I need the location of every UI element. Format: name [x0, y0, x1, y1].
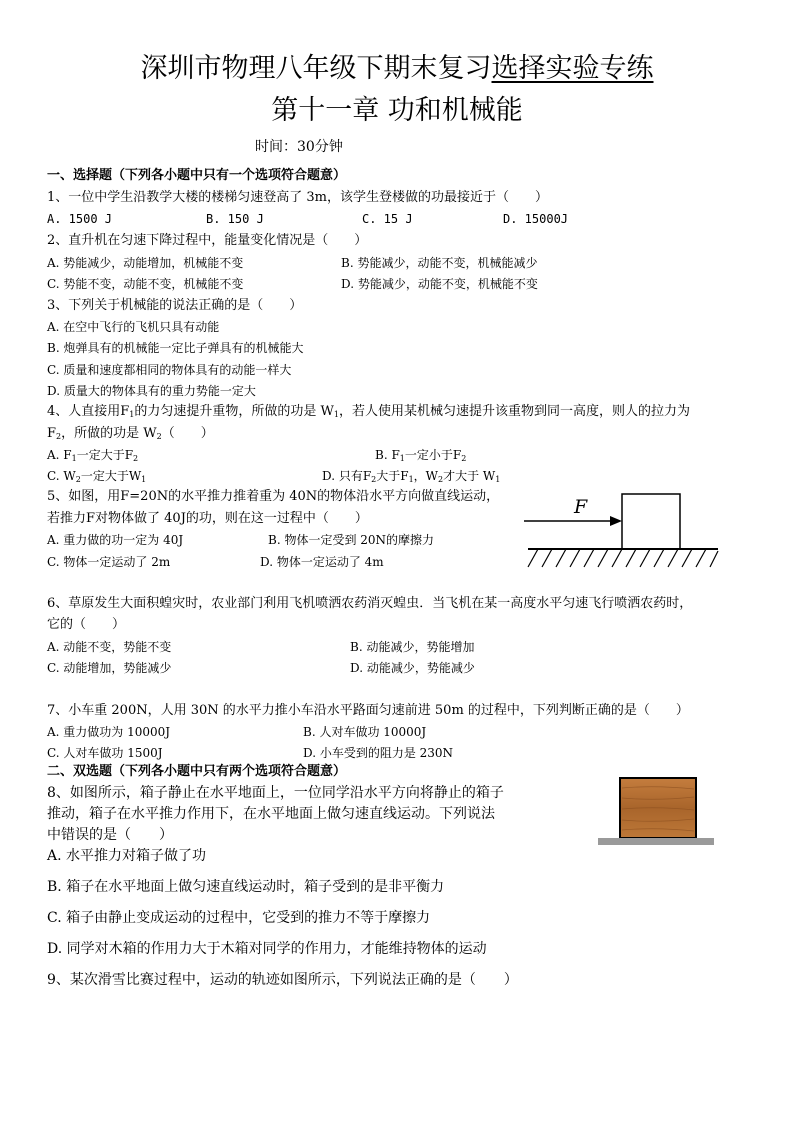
- q3-option-d: D. 质量大的物体具有的重力势能一定大: [47, 384, 256, 398]
- q3-option-c: C. 质量和速度都相同的物体具有的动能一样大: [47, 363, 292, 377]
- push-block-figure: [522, 488, 722, 572]
- force-label: F: [574, 496, 588, 518]
- question-5-line-1: 5、如图，用F=20N的水平推力推着重为 40N的物体沿水平方向做直线运动，: [47, 489, 500, 504]
- q6-option-b: B. 动能减少，势能增加: [350, 640, 475, 654]
- wooden-box-figure: [596, 776, 716, 848]
- q7-option-b: B. 人对车做功 10000J: [303, 725, 427, 739]
- question-4-line-1: 4、人直接用$F_1$的力匀速提升重物，所做的功是 $W_1$，若人使用某机械匀速提升该重物到同一高度，则人的拉力为: [47, 404, 690, 419]
- title-underlined: 选择实验专练: [491, 53, 654, 84]
- q5-option-c: C. 物体一定运动了 2m: [47, 555, 171, 569]
- q8-option-d: D. 同学对木箱的作用力大于木箱对同学的作用力，才能维持物体的运动: [47, 941, 487, 957]
- q5-option-d: D. 物体一定运动了 4m: [260, 555, 384, 569]
- section-2-heading: 二、双选题（下列各小题中只有两个选项符合题意）: [47, 764, 347, 779]
- q7-option-a: A. 重力做功为 10000J: [47, 725, 171, 739]
- page-title: [0, 50, 794, 88]
- question-6-line-1: 6、草原发生大面积蝗灾时，农业部门利用飞机喷洒农药消灭蝗虫．当飞机在某一高度水平匀速飞行喷洒农药时，: [47, 596, 693, 611]
- q2-option-a: A. 势能减少，动能增加，机械能不变: [47, 256, 244, 270]
- q6-option-c: C. 动能增加，势能减少: [47, 661, 172, 675]
- time-limit: 时间：30分钟: [255, 139, 343, 155]
- q8-option-a: A. 水平推力对箱子做了功: [47, 848, 207, 864]
- q1-option-a: A. 1500 J: [47, 212, 113, 226]
- floor: [598, 838, 714, 845]
- question-9-stem: 9、某次滑雪比赛过程中，运动的轨迹如图所示，下列说法正确的是（ ）: [47, 972, 518, 988]
- section-1-heading: 一、选择题（下列各小题中只有一个选项符合题意）: [47, 168, 347, 183]
- question-8-line-3: 中错误的是（ ）: [47, 827, 173, 843]
- q3-option-b: B. 炮弹具有的机械能一定比子弹具有的机械能大: [47, 341, 304, 355]
- question-4-line-2: $F_2$，所做的功是 $W_2$（ ）: [47, 426, 214, 441]
- q6-option-d: D. 动能减少，势能减少: [350, 661, 475, 675]
- q7-option-c: C. 人对车做功 1500J: [47, 746, 163, 760]
- q1-option-c: C. 15 J: [362, 212, 413, 226]
- question-2-stem: 2、直升机在匀速下降过程中，能量变化情况是（ ）: [47, 233, 368, 248]
- q1-option-d: D. 15000J: [503, 212, 569, 226]
- q4-option-c: C. $W_2$一定大于$W_1$: [47, 469, 147, 484]
- q6-option-a: A. 动能不变，势能不变: [47, 640, 172, 654]
- force-arrow-head: [610, 516, 622, 526]
- q5-option-a: A. 重力做的功一定为 40J: [47, 533, 184, 547]
- block: [622, 494, 680, 549]
- chapter-title: 第十一章 功和机械能: [271, 95, 523, 126]
- q7-option-d: D. 小车受到的阻力是 230N: [303, 746, 454, 760]
- q2-option-d: D. 势能减少，动能不变，机械能不变: [341, 277, 538, 291]
- q8-option-b: B. 箱子在水平地面上做匀速直线运动时，箱子受到的是非平衡力: [47, 879, 445, 895]
- question-7-stem: 7、小车重 200N，人用 30N 的水平力推小车沿水平路面匀速前进 50m 的过程中，下列判断正确的是（ ）: [47, 703, 689, 718]
- q4-option-d: D. 只有$F_2$大于$F_1$，$W_2$才大于 $W_1$: [322, 469, 501, 484]
- q1-option-b: B. 150 J: [206, 212, 264, 226]
- question-5-line-2: 若推力F对物体做了 40J的功，则在这一过程中（ ）: [47, 511, 368, 526]
- question-3-stem: 3、下列关于机械能的说法正确的是（ ）: [47, 298, 303, 313]
- q3-option-a: A. 在空中飞行的飞机只具有动能: [47, 320, 220, 334]
- question-6-line-2: 它的（ ）: [47, 617, 126, 632]
- q4-option-a: A. $F_1$一定大于$F_2$: [47, 448, 139, 463]
- question-8-line-2: 推动，箱子在水平推力作用下，在水平地面上做匀速直线运动。下列说法: [47, 806, 495, 822]
- q8-option-c: C. 箱子由静止变成运动的过程中，它受到的推力不等于摩擦力: [47, 910, 431, 926]
- q4-option-b: B. $F_1$一定小于$F_2$: [375, 448, 467, 463]
- q2-option-b: B. 势能减少，动能不变，机械能减少: [341, 256, 538, 270]
- q2-option-c: C. 势能不变，动能不变，机械能不变: [47, 277, 244, 291]
- ground-hatching: [528, 549, 718, 567]
- question-8-line-1: 8、如图所示，箱子静止在水平地面上，一位同学沿水平方向将静止的箱子: [47, 785, 504, 801]
- question-1-stem: 1、一位中学生沿教学大楼的楼梯匀速登高了 3m，该学生登楼做的功最接近于（ ）: [47, 190, 549, 205]
- q5-option-b: B. 物体一定受到 20N的摩擦力: [268, 533, 435, 547]
- title-main: 深圳市物理八年级下期末复习: [140, 53, 492, 84]
